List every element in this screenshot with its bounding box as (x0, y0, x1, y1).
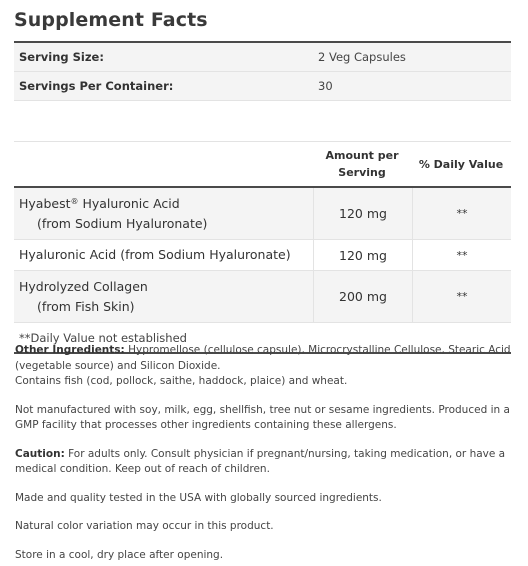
header-amount-line2: Serving (338, 166, 386, 179)
ingredient-daily-value: ** (456, 290, 468, 303)
registered-mark: ® (70, 196, 79, 206)
header-amount-line1: Amount per (325, 149, 399, 162)
ingredient-name-line1: Hydrolyzed Collagen (19, 278, 148, 294)
header-amount (313, 147, 411, 181)
serving-size-value: 2 Veg Capsules (318, 50, 406, 64)
servings-per-container-row (14, 72, 511, 101)
other-ingredients (15, 343, 515, 374)
ingredient-name (14, 188, 313, 239)
ingredient-name (14, 240, 313, 270)
table-row (14, 240, 511, 271)
header-daily-value: % Daily Value (418, 157, 504, 171)
table-row (14, 271, 511, 323)
product-notes (15, 343, 515, 563)
ingredient-name-rest: Hyaluronic Acid (78, 195, 180, 211)
caution-text: For adults only. Consult physician if pregnant/nursing, taking medication, or have a medical condition. Keep out of reach of children. (15, 447, 506, 475)
table-spacer (14, 101, 511, 142)
ingredient-amount: 200 mg (313, 271, 413, 322)
servings-per-container-label: Servings Per Container: (19, 79, 174, 93)
serving-size-label: Serving Size: (19, 50, 104, 64)
page-title: Supplement Facts (14, 9, 208, 31)
table-header (14, 142, 511, 188)
caution-label: Caution: (15, 447, 65, 460)
allergen-statement: Not manufactured with soy, milk, egg, shellfish, tree nut or sesame ingredients. Produced in a GMP facility that processes other ingredients containing these allergens. (15, 403, 510, 431)
servings-per-container-value: 30 (318, 79, 333, 93)
caution-statement (15, 447, 515, 478)
table-row (14, 188, 511, 240)
footnote: **Daily Value not established (19, 330, 187, 345)
ingredient-daily-value: ** (456, 248, 468, 262)
ingredient-name-line2: (from Sodium Hyaluronate) (37, 215, 208, 231)
ingredient-name (14, 271, 313, 322)
other-ingredients-text: Hypromellose (cellulose capsule), Microcrystalline Cellulose, Stearic Acid (vegetable source) and Silicon Dioxide. (15, 344, 511, 372)
ingredient-daily-value: ** (456, 207, 468, 220)
serving-size-row (14, 43, 511, 72)
ingredient-name-line2: (from Fish Skin) (37, 298, 135, 314)
supplement-facts-table (14, 41, 511, 354)
storage-statement: Store in a cool, dry place after opening. (15, 548, 224, 561)
other-ingredients-label: Other Ingredients: (15, 344, 125, 356)
ingredient-name-main: Hyabest (19, 195, 71, 211)
ingredient-amount: 120 mg (313, 188, 413, 239)
ingredient-amount: 120 mg (313, 240, 413, 270)
color-variation-statement: Natural color variation may occur in this product. (15, 520, 274, 532)
ingredient-name-line1: Hyaluronic Acid (from Sodium Hyaluronate) (19, 247, 291, 262)
made-in-statement: Made and quality tested in the USA with globally sourced ingredients. (15, 491, 382, 504)
contains-statement: Contains fish (cod, pollock, saithe, haddock, plaice) and wheat. (15, 375, 348, 387)
